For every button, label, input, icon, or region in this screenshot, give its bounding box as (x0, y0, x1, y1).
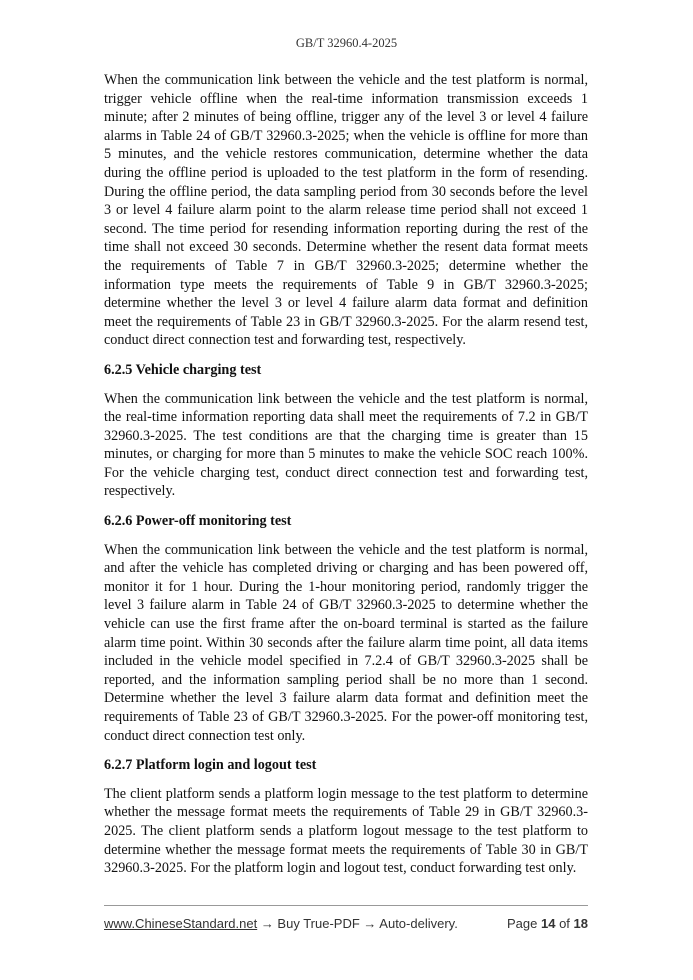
section-heading-6-2-5: 6.2.5 Vehicle charging test (104, 361, 262, 378)
footer-promo (104, 916, 458, 931)
site-link[interactable]: www.ChineseStandard.net (104, 916, 258, 931)
intro-paragraph: When the communication link between the vehicle and the test platform is normal, trigger vehicle offline when the real-time information transmission exceeds 1 minute; after 2 minutes of being offline, trigger any of the level 3 or level 4 failure alarms in Table 24 of GB/T 32960.3-2025; when the vehicle is offline for more than 5 minutes, and the vehicle restores communication, determine whether the data during the offline period is uploaded to the test platform in the form of resending. During the offline period, the data sampling period from 30 seconds before the level 3 or level 4 failure alarm point to the alarm release time period shall not exceed 1 second. The time period for resending information reporting during the rest of the time shall not exceed 30 seconds. Determine whether the resent data format meets the requirements of Table 7 in GB/T 32960.3-2025; determine whether the information type meets the requirements of Table 9 in GB/T 32960.3-2025; determine whether the level 3 or level 4 failure alarm data format and definition meet the requirements of Table 23 in GB/T 32960.3-2025. For the alarm resend test, conduct direct connection test and forwarding test, respectively. (104, 72, 588, 349)
page-footer (104, 916, 588, 936)
document-body (104, 71, 588, 878)
section-body-6-2-6: When the communication link between the vehicle and the test platform is normal, and after the vehicle has completed driving or charging and has been powered off, monitor it for 1 hour. During the 1-hour monitoring period, randomly trigger the level 3 failure alarm in Table 24 of GB/T 32960.3-2025 to determine whether the vehicle can use the first frame after the on-board terminal is started as the failure alarm time point. Within 30 seconds after the failure alarm time point, all data items included in the vehicle model specified in 7.2.4 of GB/T 32960.3-2025 shall be reported, and the information sampling period shall be no more than 1 second. Determine whether the level 3 failure alarm data format and definition meet the requirements of Table 23 of GB/T 32960.3-2025. For the power-off monitoring test, conduct direct connection test only. (104, 541, 588, 744)
page-current: 14 (540, 916, 556, 931)
footer-divider (104, 905, 588, 906)
section-body-6-2-5: When the communication link between the vehicle and the test platform is normal, the real-time information reporting data shall meet the requirements of 7.2 in GB/T 32960.3-2025. The test conditions are that the charging time is greater than 15 minutes, or charging for more than 5 minutes to make the vehicle SOC reach 100%. For the vehicle charging test, conduct direct connection test and forwarding test, respectively. (104, 390, 588, 500)
section-body-6-2-7: The client platform sends a platform login message to the test platform to determine whether the message format meets the requirements of Table 29 in GB/T 32960.3-2025. The client platform sends a platform logout message to the test platform to determine whether the message format meets the requirements of Table 30 in GB/T 32960.3-2025. For the platform login and logout test, conduct forwarding test only. (104, 785, 588, 877)
standard-id-header: GB/T 32960.4-2025 (295, 36, 398, 50)
page-number (507, 916, 588, 931)
section-heading-6-2-6: 6.2.6 Power-off monitoring test (104, 513, 292, 530)
section-heading-6-2-7: 6.2.7 Platform login and logout test (104, 757, 317, 774)
footer-tagline: → Buy True-PDF → Auto-delivery. (257, 916, 458, 931)
of-word: of (555, 916, 574, 931)
page-total: 18 (573, 916, 588, 931)
page-word: Page (507, 916, 541, 931)
